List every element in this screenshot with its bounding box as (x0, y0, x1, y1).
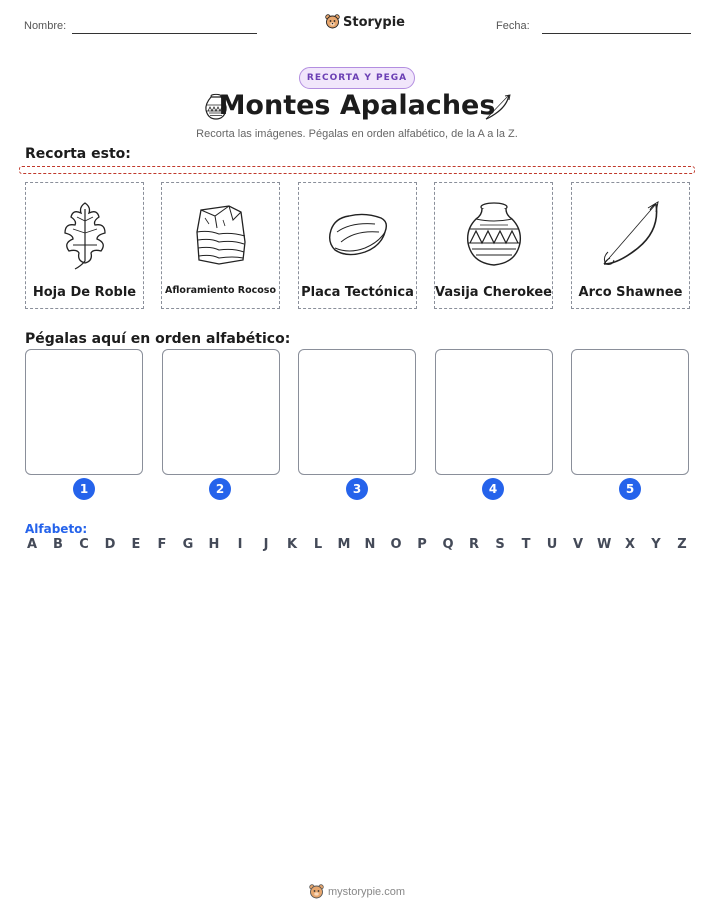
alphabet-letter: P (417, 537, 427, 552)
alphabet-letter: Q (442, 537, 454, 552)
slot-number-1: 1 (73, 478, 95, 500)
alphabet-letter: D (104, 537, 116, 552)
footer (0, 884, 714, 900)
card-label: Hoja De Roble (32, 285, 137, 300)
alphabet-letter: H (208, 537, 220, 552)
slot-number-4: 4 (482, 478, 504, 500)
date-line (542, 33, 691, 34)
rock-outcrop-icon (189, 202, 253, 268)
alphabet-letter: V (572, 537, 584, 552)
slot-number-2: 2 (209, 478, 231, 500)
cut-section-label: Recorta esto: (25, 146, 131, 162)
alphabet-letter: S (495, 537, 505, 552)
alphabet-letter: L (313, 537, 323, 552)
card-label: Arco Shawnee (578, 285, 683, 300)
alphabet-letter: N (364, 537, 376, 552)
alphabet-label: Alfabeto: (25, 522, 88, 536)
oak-leaf-icon (55, 199, 115, 271)
card-label: Placa Tectónica (301, 285, 414, 300)
cut-card-shawnee-bow[interactable] (571, 182, 690, 309)
paste-slot-4[interactable] (435, 349, 553, 475)
alphabet-letter: C (79, 537, 89, 552)
card-label: Afloramiento Rocoso (165, 285, 276, 296)
card-label: Vasija Cherokee (435, 285, 552, 300)
alphabet-letter: X (624, 537, 636, 552)
cut-card-cherokee-pot[interactable] (434, 182, 553, 309)
cherokee-pot-icon (462, 199, 526, 271)
alphabet-letter: W (597, 537, 612, 552)
alphabet-letter: Y (651, 537, 661, 552)
bear-mascot-icon (309, 884, 324, 900)
paste-slot-1[interactable] (25, 349, 143, 475)
brand-logo (325, 14, 405, 30)
alphabet-letter: R (468, 537, 479, 552)
alphabet-row (25, 537, 689, 552)
cut-dashed-line (19, 166, 695, 174)
date-label: Fecha: (496, 20, 530, 32)
alphabet-letter: U (546, 537, 558, 552)
paste-slot-5[interactable] (571, 349, 689, 475)
bear-mascot-icon (325, 14, 340, 30)
paste-slot-3[interactable] (298, 349, 416, 475)
alphabet-letter: J (263, 537, 269, 552)
cut-card-tectonic-plate[interactable] (298, 182, 417, 309)
slot-number-3: 3 (346, 478, 368, 500)
page-title: Montes Apalaches (218, 90, 496, 121)
alphabet-letter: T (521, 537, 531, 552)
instructions: Recorta las imágenes. Pégalas en orden alfabético, de la A a la Z. (196, 128, 518, 140)
activity-badge: RECORTA Y PEGA (299, 67, 415, 89)
cut-card-oak-leaf[interactable] (25, 182, 144, 309)
alphabet-letter: K (286, 537, 298, 552)
alphabet-letter: I (237, 537, 243, 552)
shawnee-bow-icon (598, 200, 664, 270)
name-label: Nombre: (24, 20, 67, 32)
footer-url: mystorypie.com (327, 886, 406, 898)
alphabet-letter: A (26, 537, 38, 552)
brand-name: Storypie (343, 14, 405, 30)
paste-slot-2[interactable] (162, 349, 280, 475)
alphabet-letter: F (157, 537, 167, 552)
name-line (72, 33, 257, 34)
slot-number-5: 5 (619, 478, 641, 500)
paste-section-label: Pégalas aquí en orden alfabético: (25, 331, 291, 347)
cut-card-rock-outcrop[interactable] (161, 182, 280, 309)
bow-icon (483, 92, 513, 122)
alphabet-letter: B (53, 537, 63, 552)
tectonic-plate-icon (325, 210, 391, 260)
alphabet-letter: G (182, 537, 194, 552)
alphabet-letter: M (337, 537, 351, 552)
alphabet-letter: E (131, 537, 141, 552)
alphabet-letter: Z (677, 537, 687, 552)
alphabet-letter: O (390, 537, 402, 552)
